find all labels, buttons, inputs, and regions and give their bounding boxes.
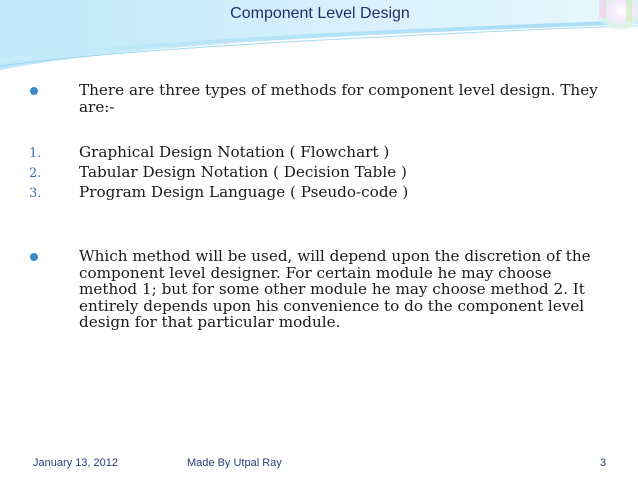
- bullet-text-discussion: Which method will be used, will depend upon the discretion of the component level designer. For certain module he may choose method 1; but for some other module he may choose method 2. It entirely depends upon his convenience to do the component level design for that particular module.: [79, 247, 591, 331]
- method-item: Program Design Language ( Pseudo-code ): [79, 183, 409, 201]
- footer-date: January 13, 2012: [33, 457, 119, 469]
- bullet-text-intro: There are three types of methods for component level design. They are:-: [79, 81, 598, 116]
- method-number: 1.: [29, 146, 42, 161]
- bullet-dot-icon: [30, 87, 38, 95]
- footer-author: Made By Utpal Ray: [187, 457, 282, 469]
- bullet-dot-icon: [30, 253, 38, 261]
- slide-title: Component Level Design: [230, 5, 410, 22]
- method-item: Tabular Design Notation ( Decision Table ): [79, 163, 407, 181]
- slide-number: 3: [600, 457, 607, 469]
- method-number: 2.: [29, 166, 42, 181]
- method-number: 3.: [29, 186, 42, 201]
- method-item: Graphical Design Notation ( Flowchart ): [79, 143, 390, 161]
